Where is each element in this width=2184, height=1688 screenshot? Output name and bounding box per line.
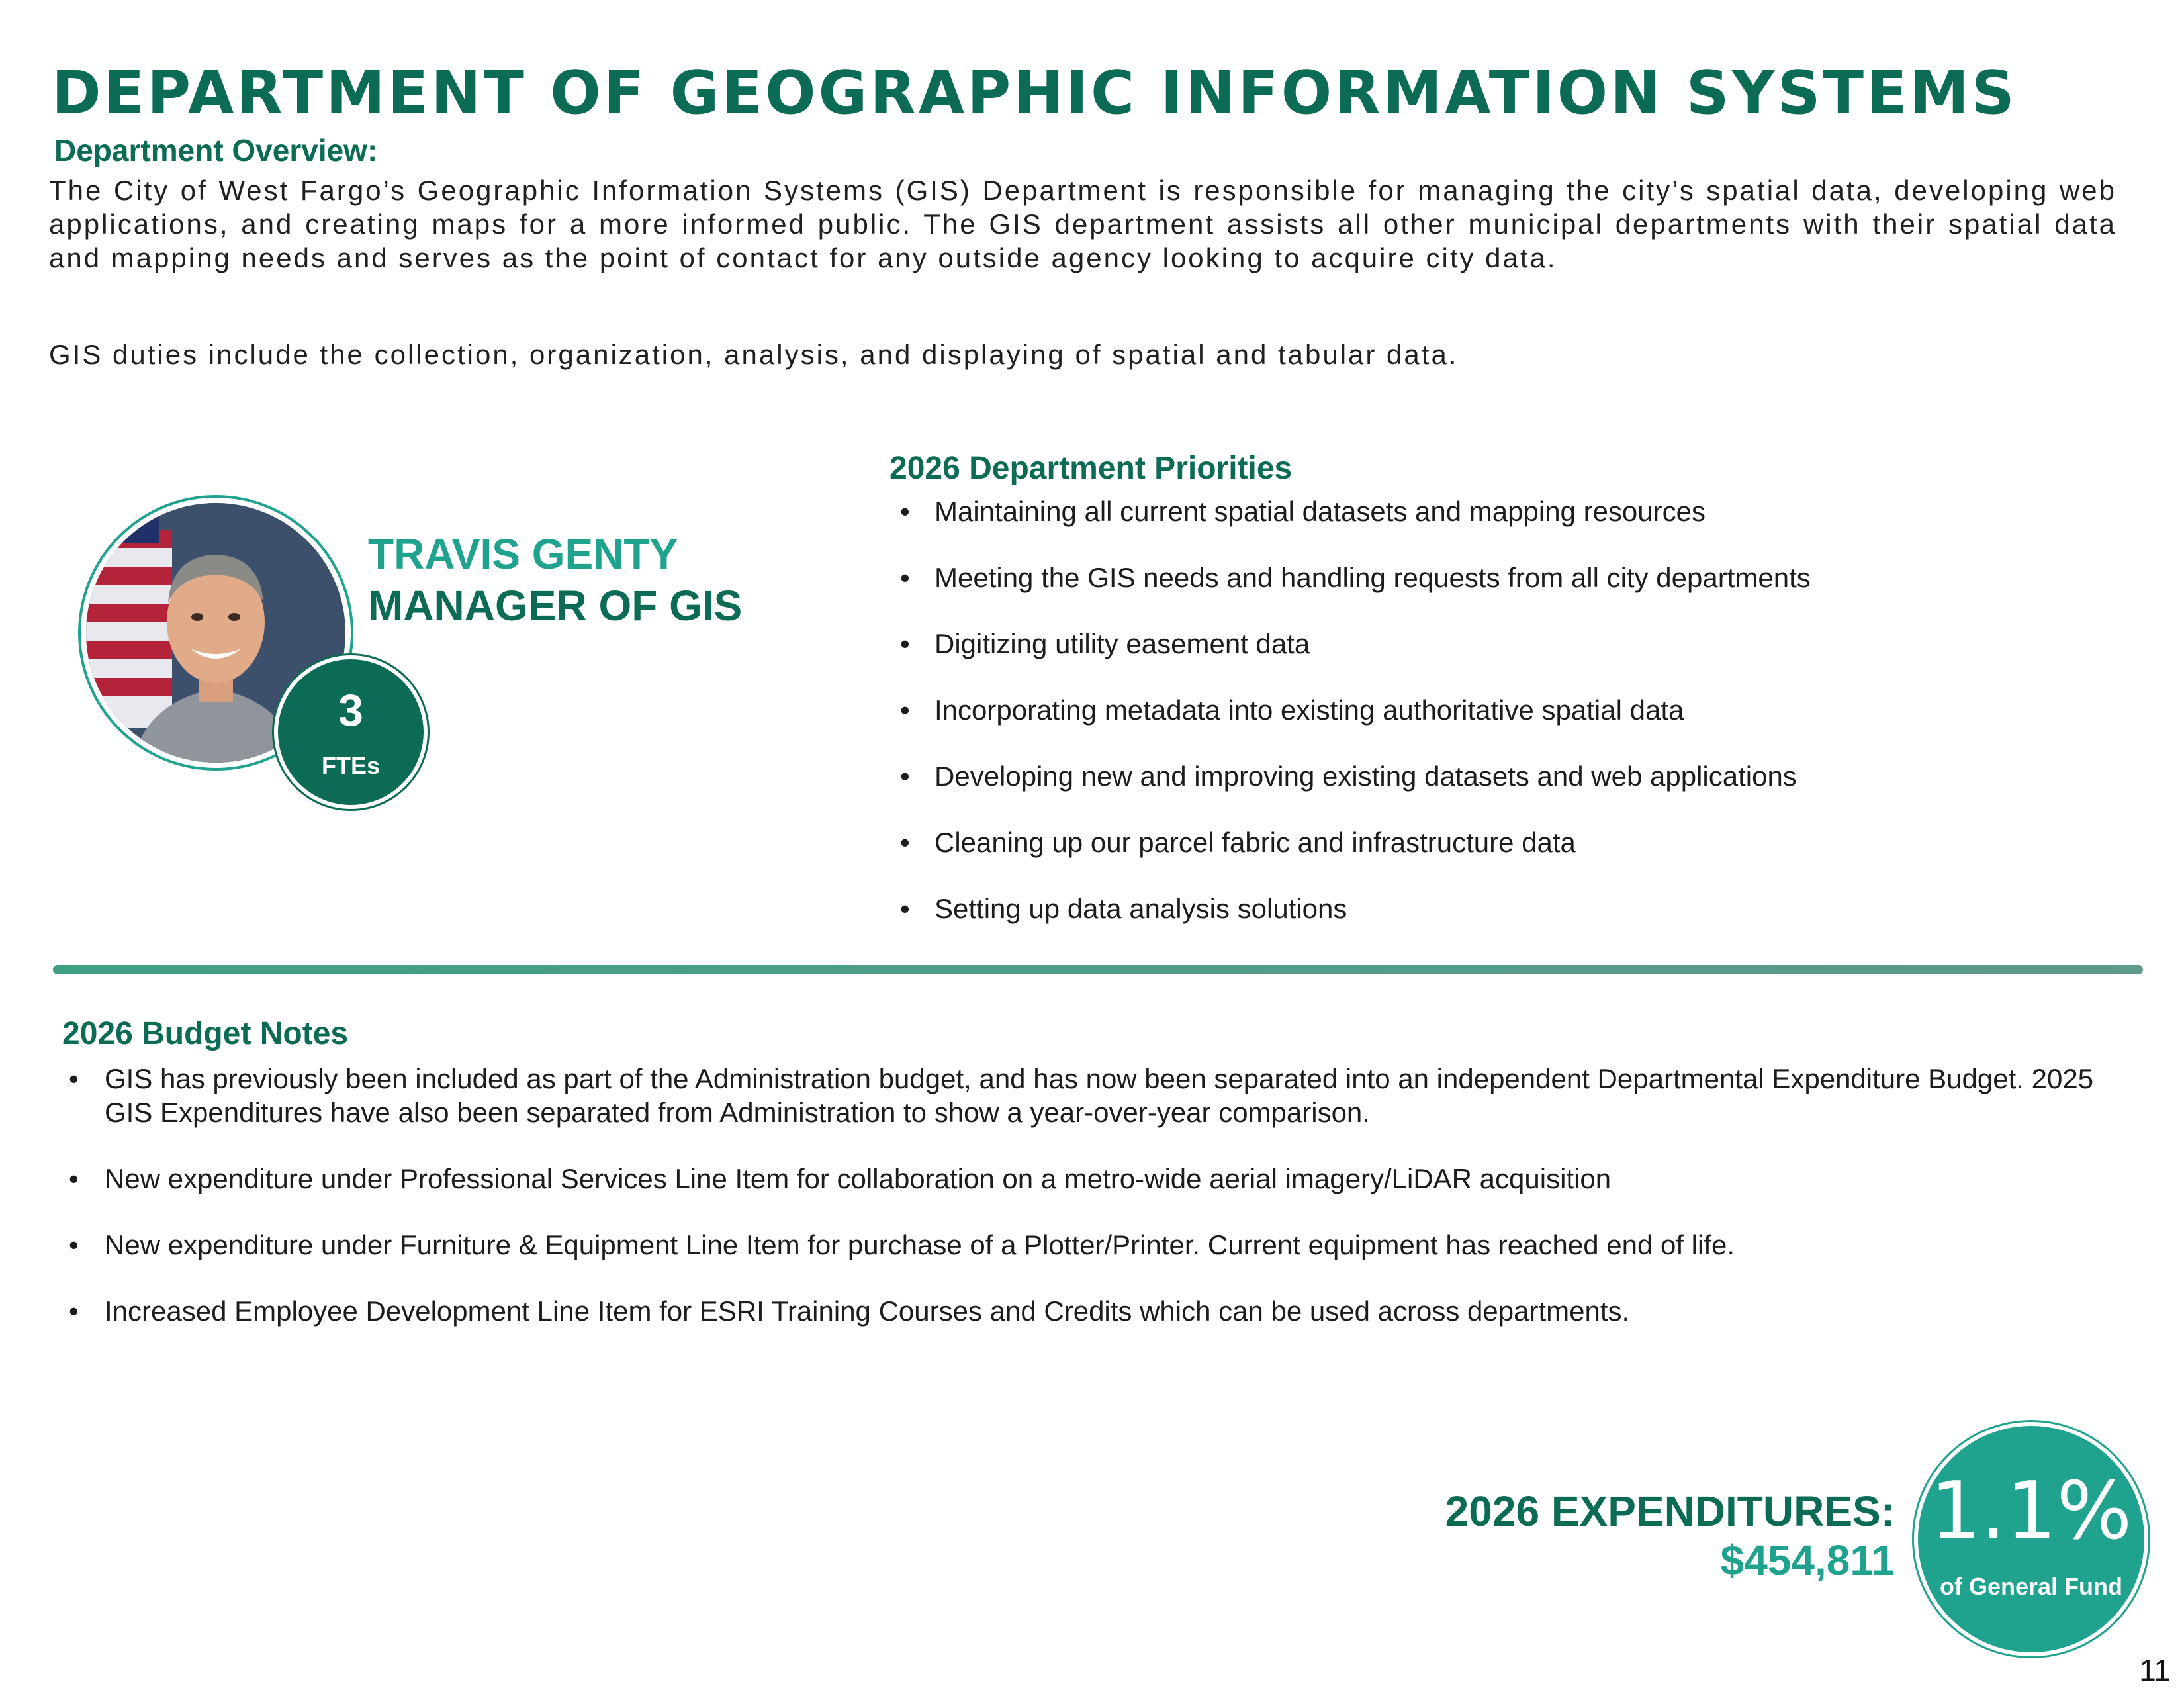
list-item: • GIS has previously been included as part of the Administration budget, and has now been separated into an independent Departmental Expenditure Budget. 2025 GIS Expenditures have also been separated from Administration to show a year-over-year comparison.: [69, 1063, 2094, 1128]
list-item: • Increased Employee Development Line Item for ESRI Training Courses and Credits which can be used across departments.: [69, 1295, 1630, 1327]
bullet-icon: •: [69, 1295, 79, 1327]
bullet-icon: •: [900, 562, 910, 593]
overview-text: The City of West Fargo’s Geographic Information Systems (GIS) Department is responsible for managing the city’s spatial data, developing web applications, and creating maps for a more informed public. The GIS department assists all other municipal departments with their spatial data and mapping needs and serves as the point of contact for any outside agency looking to acquire city data.: [49, 175, 2116, 273]
overview-label: Department Overview:: [54, 133, 378, 167]
list-item: • Developing new and improving existing datasets and web applications: [895, 759, 2152, 825]
page-title: DEPARTMENT OF GEOGRAPHIC INFORMATION SYSTEMS: [52, 58, 2017, 128]
bullet-icon: •: [69, 1229, 79, 1260]
fte-label: FTEs: [321, 752, 380, 779]
bullet-icon: •: [69, 1063, 79, 1094]
budget-notes-list: [69, 1062, 2107, 1360]
bullet-icon: •: [69, 1163, 79, 1194]
expenditures-label: 2026 EXPENDITURES:: [1445, 1487, 1895, 1535]
bullet-icon: •: [900, 893, 910, 924]
list-item: • Meeting the GIS needs and handling requests from all city departments: [895, 560, 2152, 626]
section-divider: [53, 965, 2143, 974]
fte-count: 3: [338, 685, 363, 735]
list-item: • Cleaning up our parcel fabric and infrastructure data: [895, 825, 2152, 891]
budget-notes-heading: 2026 Budget Notes: [62, 1016, 349, 1051]
priorities-list: [895, 494, 2152, 957]
general-fund-badge: [1914, 1422, 2148, 1656]
list-item: • Incorporating metadata into existing authoritative spatial data: [895, 692, 2152, 759]
list-item: • Digitizing utility easement data: [895, 626, 2152, 692]
general-fund-label: of General Fund: [1939, 1573, 2122, 1600]
bullet-icon: •: [900, 761, 910, 792]
list-item: • New expenditure under Furniture & Equipment Line Item for purchase of a Plotter/Printer. Current equipment has reached end of life.: [69, 1229, 1735, 1260]
expenditures-value: $454,811: [1720, 1536, 1895, 1584]
fte-badge: [274, 655, 428, 809]
bullet-icon: •: [900, 827, 910, 858]
list-item: • Maintaining all current spatial datasets and mapping resources: [895, 494, 2152, 560]
manager-name: TRAVIS GENTY: [368, 530, 678, 578]
overview-duties-text: GIS duties include the collection, organization, analysis, and displaying of spatial and tabular data.: [49, 339, 1459, 370]
manager-role: MANAGER OF GIS: [368, 582, 743, 630]
bullet-icon: •: [900, 496, 910, 527]
priorities-heading: 2026 Department Priorities: [889, 451, 1293, 486]
general-fund-percent: 1.1%: [1930, 1466, 2132, 1558]
bullet-icon: •: [900, 694, 910, 726]
list-item: • New expenditure under Professional Services Line Item for collaboration on a metro-wide aerial imagery/LiDAR acquisition: [69, 1163, 1612, 1194]
page-number: 11: [2139, 1653, 2171, 1687]
bullet-icon: •: [900, 628, 910, 659]
list-item: • Setting up data analysis solutions: [895, 891, 2152, 957]
